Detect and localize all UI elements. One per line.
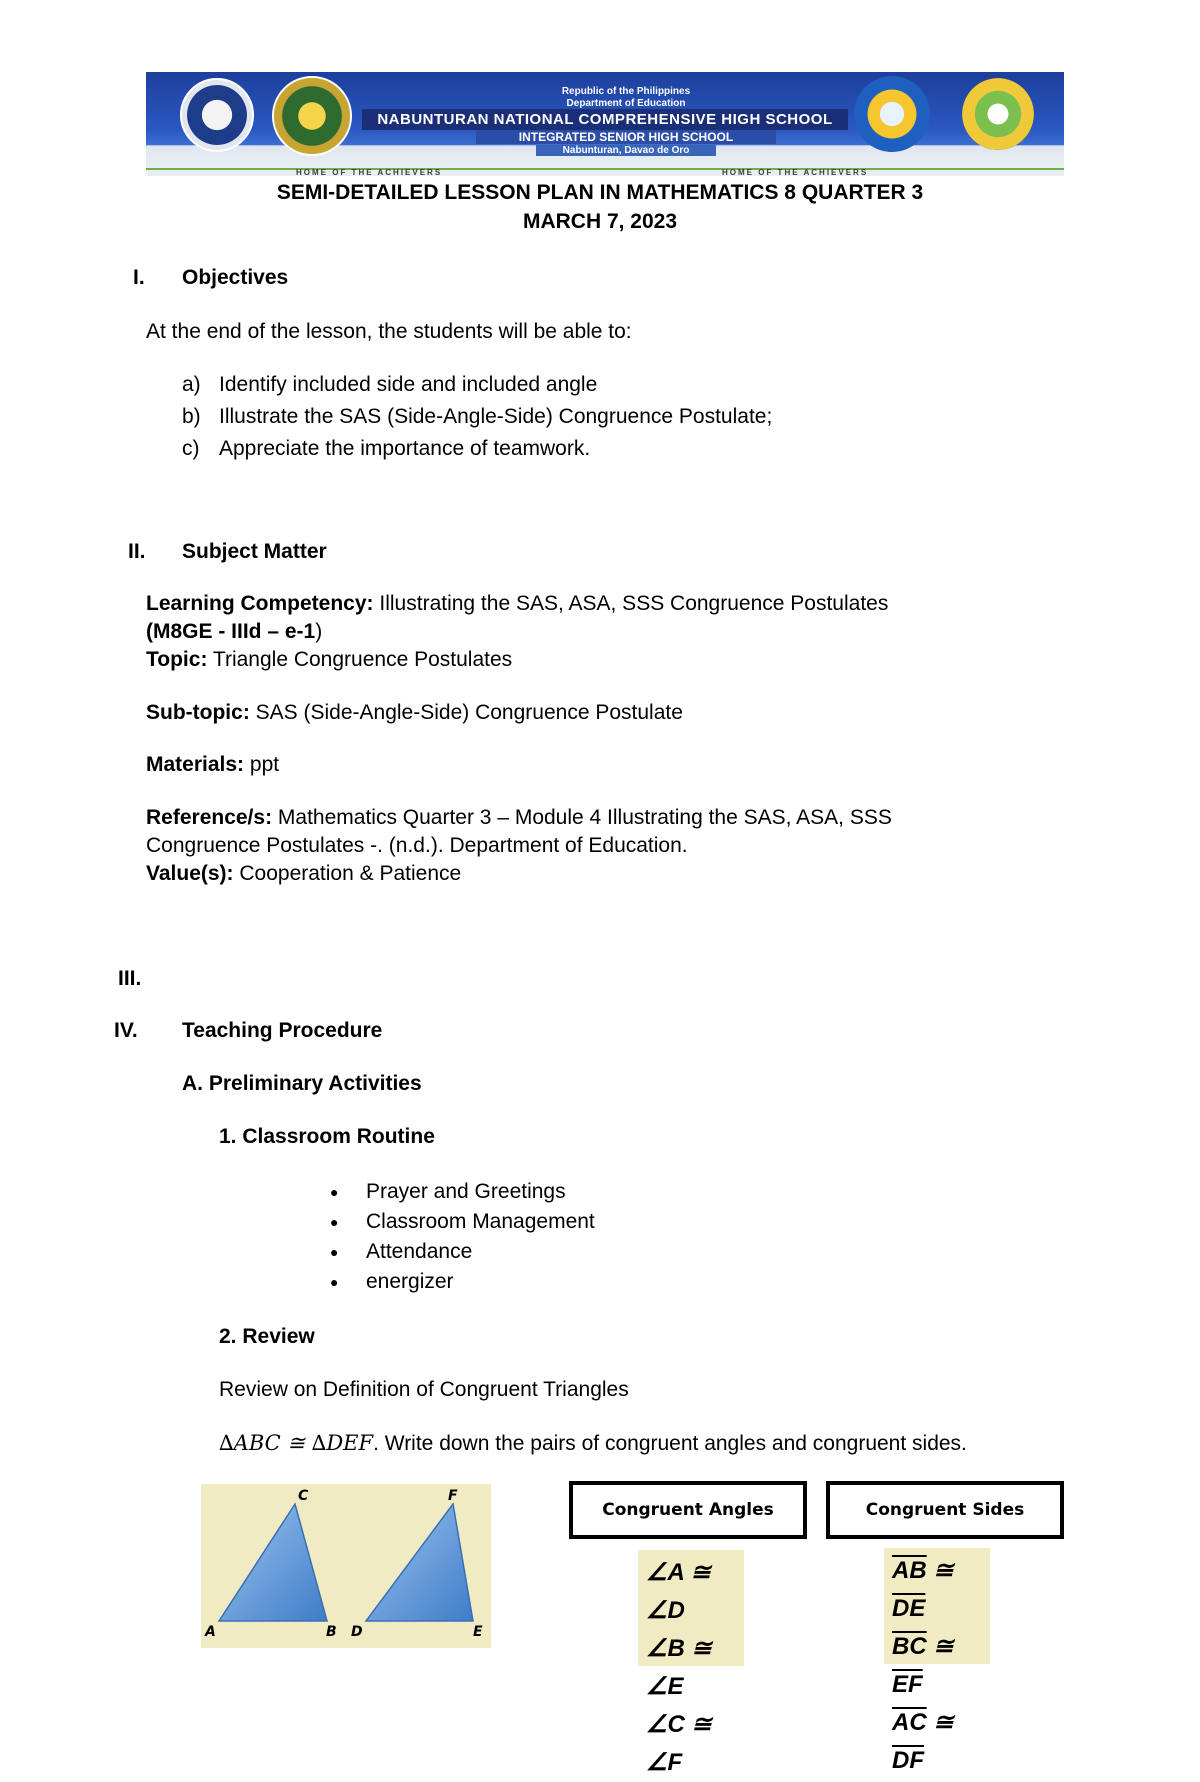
- topic-value: Triangle Congruence Postulates: [212, 648, 513, 671]
- competency-line: [146, 592, 888, 616]
- vertex-label-f: F: [448, 1488, 458, 1504]
- congruent-angles-label: Congruent Angles: [602, 1500, 774, 1520]
- routine-item: Attendance: [366, 1240, 473, 1263]
- section-number-objectives: I.: [133, 266, 145, 289]
- section-number-subject: II.: [128, 540, 146, 563]
- topic-line: [146, 648, 512, 672]
- congruent-angle-row: ∠C ≅ ∠F: [646, 1711, 712, 1776]
- reference-label: Reference/s:: [146, 806, 273, 829]
- classroom-routine-heading: 1. Classroom Routine: [219, 1125, 435, 1148]
- preliminary-activities-heading: A. Preliminary Activities: [182, 1072, 422, 1095]
- competency-code-line: [146, 620, 322, 644]
- deped-seal-logo: [180, 78, 254, 152]
- reference-value: Mathematics Quarter 3 – Module 4 Illustrating the SAS, ASA, SSS: [277, 806, 892, 829]
- review-text: Review on Definition of Congruent Triangles: [219, 1378, 629, 1401]
- routine-item: Classroom Management: [366, 1210, 595, 1233]
- vertex-label-b: B: [326, 1624, 337, 1640]
- objective-item: Illustrate the SAS (Side-Angle-Side) Congruence Postulate;: [219, 405, 773, 428]
- competency-code-open: (: [146, 620, 153, 643]
- materials-line: [146, 753, 279, 777]
- review-heading: 2. Review: [219, 1325, 315, 1348]
- congruent-side-row: [892, 1628, 982, 1704]
- congruent-angles-panel: [638, 1550, 744, 1776]
- values-value: Cooperation & Patience: [239, 862, 462, 885]
- vertex-label-c: C: [298, 1488, 309, 1504]
- values-label: Value(s):: [146, 862, 234, 885]
- topic-label: Topic:: [146, 648, 208, 671]
- congruent-side-row: [892, 1552, 982, 1628]
- banner-motto-left: HOME OF THE ACHIEVERS: [296, 168, 443, 176]
- competency-label: Learning Competency:: [146, 592, 374, 615]
- values-line: [146, 862, 461, 886]
- section-heading-subject: Subject Matter: [182, 540, 327, 563]
- vertex-label-e: E: [473, 1624, 483, 1640]
- page-title: SEMI-DETAILED LESSON PLAN IN MATHEMATICS 8 QUARTER 3: [276, 181, 924, 204]
- bullet-icon: ●: [330, 1244, 339, 1260]
- competency-value: Illustrating the SAS, ASA, SSS Congruence Postulates: [379, 592, 889, 615]
- vertex-label-a: A: [205, 1624, 216, 1640]
- school-seal-logo: [272, 76, 352, 156]
- reference-line: [146, 806, 892, 830]
- section-number-3: III.: [118, 967, 142, 990]
- routine-item: Prayer and Greetings: [366, 1180, 566, 1203]
- objective-marker: b): [182, 405, 201, 428]
- congruence-symbol: ≅: [933, 1709, 954, 1736]
- objectives-intro: At the end of the lesson, the students will be able to:: [146, 320, 632, 343]
- review-statement-math: ∆ABC ≅ ∆DEF: [219, 1431, 374, 1455]
- section-number-procedure: IV.: [114, 1019, 138, 1042]
- vertex-label-d: D: [351, 1624, 363, 1640]
- school-banner: [146, 72, 1064, 176]
- bullet-icon: ●: [330, 1274, 339, 1290]
- subtopic-line: [146, 701, 683, 725]
- congruence-symbol: ≅: [933, 1557, 954, 1584]
- congruent-angle-row: ∠B ≅ ∠E: [646, 1635, 712, 1700]
- objective-item: Appreciate the importance of teamwork.: [219, 437, 591, 460]
- routine-item: energizer: [366, 1270, 454, 1293]
- side-left: $\overline{BC}$: [892, 1633, 927, 1660]
- reference-line-2: Congruence Postulates -. (n.d.). Department of Education.: [146, 834, 688, 857]
- banner-location: Nabunturan, Davao de Oro: [536, 145, 716, 156]
- review-statement-text: . Write down the pairs of congruent angles and congruent sides.: [373, 1432, 967, 1455]
- banner-integrated: INTEGRATED SENIOR HIGH SCHOOL: [476, 130, 776, 144]
- congruent-sides-panel: [884, 1548, 990, 1774]
- side-left: $\overline{AC}$: [892, 1709, 927, 1736]
- side-right: $\overline{EF}$: [892, 1671, 923, 1698]
- subtopic-label: Sub-topic:: [146, 701, 250, 724]
- congruent-side-row: [892, 1704, 982, 1780]
- section-heading-procedure: Teaching Procedure: [182, 1019, 383, 1042]
- gear-seal-logo: [854, 76, 930, 152]
- section-heading-objectives: Objectives: [182, 266, 289, 289]
- congruent-triangles-figure: [201, 1484, 491, 1648]
- competency-code-close: ): [315, 620, 323, 643]
- banner-school-name: NABUNTURAN NATIONAL COMPREHENSIVE HIGH SCHOOL: [362, 109, 848, 130]
- side-left: $\overline{AB}$: [892, 1557, 927, 1584]
- side-right: $\overline{DF}$: [892, 1747, 924, 1774]
- congruent-sides-label: Congruent Sides: [865, 1500, 1025, 1520]
- objective-item: Identify included side and included angle: [219, 373, 598, 396]
- competency-code: M8GE - IIId – e-1: [153, 620, 316, 643]
- congruent-sides-label-box: [826, 1481, 1064, 1539]
- materials-value: ppt: [249, 753, 280, 776]
- province-seal-logo: [962, 78, 1034, 150]
- banner-motto-right: HOME OF THE ACHIEVERS: [722, 168, 869, 176]
- bullet-icon: ●: [330, 1214, 339, 1230]
- page-date: MARCH 7, 2023: [522, 210, 678, 233]
- subtopic-value: SAS (Side-Angle-Side) Congruence Postulate: [255, 701, 683, 724]
- banner-strip: [146, 168, 1064, 176]
- objective-marker: a): [182, 373, 201, 396]
- review-statement: [219, 1431, 967, 1456]
- side-right: $\overline{DE}$: [892, 1595, 926, 1622]
- banner-republic: Republic of the Philippines: [561, 86, 691, 97]
- objective-marker: c): [182, 437, 200, 460]
- congruence-symbol: ≅: [933, 1633, 954, 1660]
- bullet-icon: ●: [330, 1184, 339, 1200]
- congruent-angle-row: ∠A ≅ ∠D: [646, 1559, 711, 1624]
- materials-label: Materials:: [146, 753, 245, 776]
- banner-department: Department of Education: [566, 98, 686, 109]
- congruent-angles-label-box: [569, 1481, 807, 1539]
